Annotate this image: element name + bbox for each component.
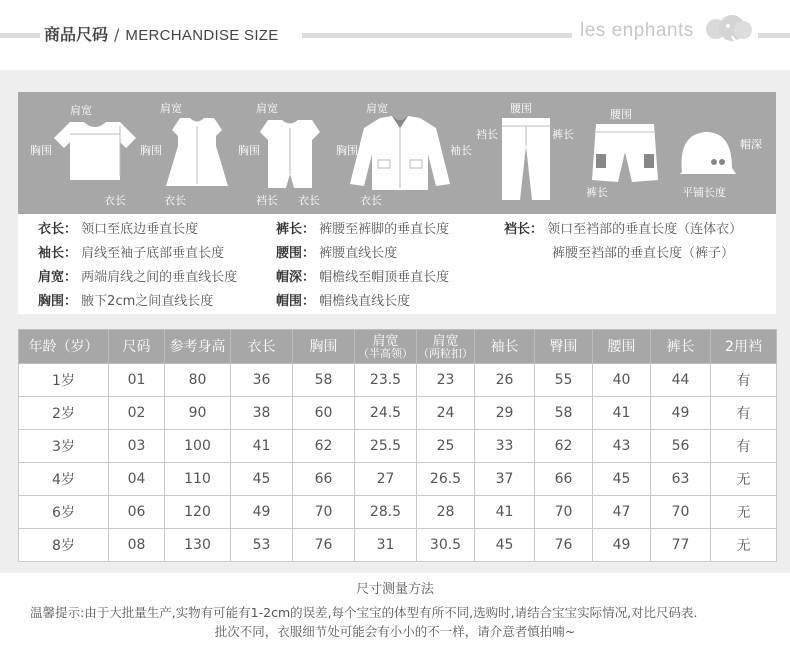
table-cell: 无 — [711, 496, 777, 529]
romper-crotch-label: 裆长 — [256, 194, 278, 207]
section-title — [44, 22, 279, 45]
jacket-icon — [348, 114, 452, 192]
table-cell: 130 — [165, 529, 231, 562]
header-line-middle — [302, 33, 572, 38]
table-cell: 63 — [651, 463, 711, 496]
dress-icon — [164, 116, 230, 188]
table-cell: 3岁 — [19, 430, 109, 463]
tshirt-icon — [52, 120, 138, 182]
table-cell: 120 — [165, 496, 231, 529]
table-cell: 29 — [475, 397, 535, 430]
table-cell: 40 — [593, 364, 651, 397]
definition-item: 胸围： 腋下2cm之间直线长度 — [38, 294, 214, 309]
table-row — [19, 463, 777, 496]
table-cell: 23 — [417, 364, 475, 397]
definition-item: 裆长： 领口至裆部的垂直长度（连体衣） — [504, 222, 743, 237]
table-cell: 03 — [109, 430, 165, 463]
table-cell: 49 — [651, 397, 711, 430]
table-cell: 24.5 — [355, 397, 417, 430]
definition-item: 帽深： 帽檐线至帽顶垂直长度 — [276, 270, 450, 285]
scalloped-edge-divider — [0, 568, 790, 578]
column-header: 肩宽 （两粒扣） — [417, 330, 475, 364]
definition-item: 裤长： 裤腰至裤脚的垂直长度 — [276, 222, 450, 237]
table-cell: 有 — [711, 430, 777, 463]
table-cell: 2岁 — [19, 397, 109, 430]
size-table — [18, 329, 777, 562]
table-cell: 1岁 — [19, 364, 109, 397]
column-header: 参考身高 — [165, 330, 231, 364]
content-area — [0, 70, 790, 573]
table-cell: 27 — [355, 463, 417, 496]
table-cell: 01 — [109, 364, 165, 397]
column-header: 腰围 — [593, 330, 651, 364]
romper-icon — [258, 118, 322, 190]
brand-name: les enphants — [580, 20, 694, 41]
table-row — [19, 397, 777, 430]
romper-shoulder-label: 肩宽 — [256, 102, 278, 115]
jacket-shoulder-label: 肩宽 — [366, 102, 388, 115]
table-cell: 70 — [535, 496, 593, 529]
column-header: 2用裆 — [711, 330, 777, 364]
dress-length-label: 衣长 — [164, 194, 186, 207]
column-header: 衣长 — [231, 330, 293, 364]
table-row — [19, 496, 777, 529]
table-cell: 28 — [417, 496, 475, 529]
table-cell: 30.5 — [417, 529, 475, 562]
table-cell: 60 — [293, 397, 355, 430]
header-line-right — [758, 33, 790, 38]
measurement-definitions — [18, 214, 776, 314]
romper-chest-label: 胸围 — [238, 144, 260, 157]
column-header: 裤长 — [651, 330, 711, 364]
romper-length-label: 衣长 — [298, 194, 320, 207]
table-row — [19, 430, 777, 463]
definition-item: 肩宽： 两端肩线之间的垂直线长度 — [38, 270, 238, 285]
header-line-left — [0, 33, 40, 38]
table-cell: 43 — [593, 430, 651, 463]
shorts-waist-label: 腰围 — [610, 108, 632, 121]
table-cell: 24 — [417, 397, 475, 430]
table-cell: 26.5 — [417, 463, 475, 496]
jacket-sleeve-label: 袖长 — [450, 144, 472, 157]
table-cell: 49 — [593, 529, 651, 562]
definition-item: 衣长： 领口至底边垂直长度 — [38, 222, 199, 237]
table-cell: 25.5 — [355, 430, 417, 463]
title-separator: / — [114, 25, 120, 44]
table-cell: 80 — [165, 364, 231, 397]
definition-item: 裤腰至裆部的垂直长度（裤子） — [552, 246, 735, 261]
column-header: 尺码 — [109, 330, 165, 364]
table-cell: 62 — [293, 430, 355, 463]
tip-line-1: 温馨提示:由于大批量生产,实物有可能有1-2cm的误差,每个宝宝的体型有所不同,选购时,请结合宝宝实际情况,对比尺码表. — [30, 605, 698, 620]
table-cell: 04 — [109, 463, 165, 496]
table-cell: 76 — [535, 529, 593, 562]
table-cell: 47 — [593, 496, 651, 529]
table-cell: 66 — [535, 463, 593, 496]
table-cell: 49 — [231, 496, 293, 529]
hat-flat-label: 平铺长度 — [682, 186, 726, 199]
page-header — [0, 0, 790, 70]
table-cell: 41 — [475, 496, 535, 529]
table-cell: 53 — [231, 529, 293, 562]
table-cell: 45 — [231, 463, 293, 496]
table-cell: 28.5 — [355, 496, 417, 529]
shirt-chest-label: 胸围 — [30, 144, 52, 157]
table-cell: 36 — [231, 364, 293, 397]
table-cell: 55 — [535, 364, 593, 397]
definition-item: 帽围： 帽檐线直线长度 — [276, 294, 411, 309]
pants-icon — [498, 116, 554, 202]
table-cell: 23.5 — [355, 364, 417, 397]
size-table-container — [18, 329, 776, 562]
table-cell: 56 — [651, 430, 711, 463]
table-cell: 66 — [293, 463, 355, 496]
table-cell: 62 — [535, 430, 593, 463]
table-cell: 有 — [711, 364, 777, 397]
table-cell: 31 — [355, 529, 417, 562]
table-cell: 45 — [475, 529, 535, 562]
table-cell: 02 — [109, 397, 165, 430]
title-chinese: 商品尺码 — [44, 25, 109, 44]
hat-depth-label: 帽深 — [740, 138, 762, 151]
hat-icon — [674, 128, 738, 178]
table-cell: 45 — [593, 463, 651, 496]
table-cell: 100 — [165, 430, 231, 463]
table-cell: 70 — [651, 496, 711, 529]
table-cell: 58 — [535, 397, 593, 430]
definition-item: 袖长： 肩线至袖子底部垂直长度 — [38, 246, 225, 261]
table-cell: 90 — [165, 397, 231, 430]
measurement-method-heading: 尺寸测量方法 — [355, 582, 434, 597]
tip-line-2: 批次不同，衣服细节处可能会有小小的不一样，请介意者慎拍喃~ — [214, 624, 576, 639]
table-cell: 有 — [711, 397, 777, 430]
table-cell: 6岁 — [19, 496, 109, 529]
table-cell: 06 — [109, 496, 165, 529]
measurement-diagram — [18, 92, 776, 214]
table-cell: 76 — [293, 529, 355, 562]
shirt-length-label: 衣长 — [104, 194, 126, 207]
title-english: MERCHANDISE SIZE — [125, 27, 279, 44]
table-cell: 41 — [231, 430, 293, 463]
table-header-row — [19, 330, 777, 364]
shorts-icon — [590, 122, 660, 184]
table-cell: 33 — [475, 430, 535, 463]
table-cell: 08 — [109, 529, 165, 562]
pants-waist-label: 腰围 — [510, 102, 532, 115]
table-cell: 38 — [231, 397, 293, 430]
jacket-length-label: 衣长 — [360, 194, 382, 207]
pants-crotch-label: 裆长 — [476, 128, 498, 141]
column-header: 肩宽 （半高领） — [355, 330, 417, 364]
table-cell: 25 — [417, 430, 475, 463]
pants-length-label: 裤长 — [552, 128, 574, 141]
definition-item: 腰围： 裤腰直线长度 — [276, 246, 398, 261]
dress-chest-label: 胸围 — [140, 144, 162, 157]
table-cell: 70 — [293, 496, 355, 529]
table-cell: 58 — [293, 364, 355, 397]
table-cell: 41 — [593, 397, 651, 430]
elephant-logo-icon — [702, 12, 754, 46]
table-row — [19, 529, 777, 562]
table-cell: 44 — [651, 364, 711, 397]
table-cell: 8岁 — [19, 529, 109, 562]
table-cell: 26 — [475, 364, 535, 397]
table-cell: 无 — [711, 463, 777, 496]
table-cell: 110 — [165, 463, 231, 496]
jacket-chest-label: 胸围 — [336, 144, 358, 157]
table-cell: 无 — [711, 529, 777, 562]
column-header: 臀围 — [535, 330, 593, 364]
shorts-length-label: 裤长 — [586, 186, 608, 199]
table-cell: 37 — [475, 463, 535, 496]
column-header: 袖长 — [475, 330, 535, 364]
table-cell: 77 — [651, 529, 711, 562]
column-header: 胸围 — [293, 330, 355, 364]
table-row — [19, 364, 777, 397]
size-table-body — [19, 364, 777, 562]
column-header: 年龄（岁） — [19, 330, 109, 364]
table-cell: 4岁 — [19, 463, 109, 496]
dress-shoulder-label: 肩宽 — [160, 102, 182, 115]
shirt-shoulder-label: 肩宽 — [70, 104, 92, 117]
